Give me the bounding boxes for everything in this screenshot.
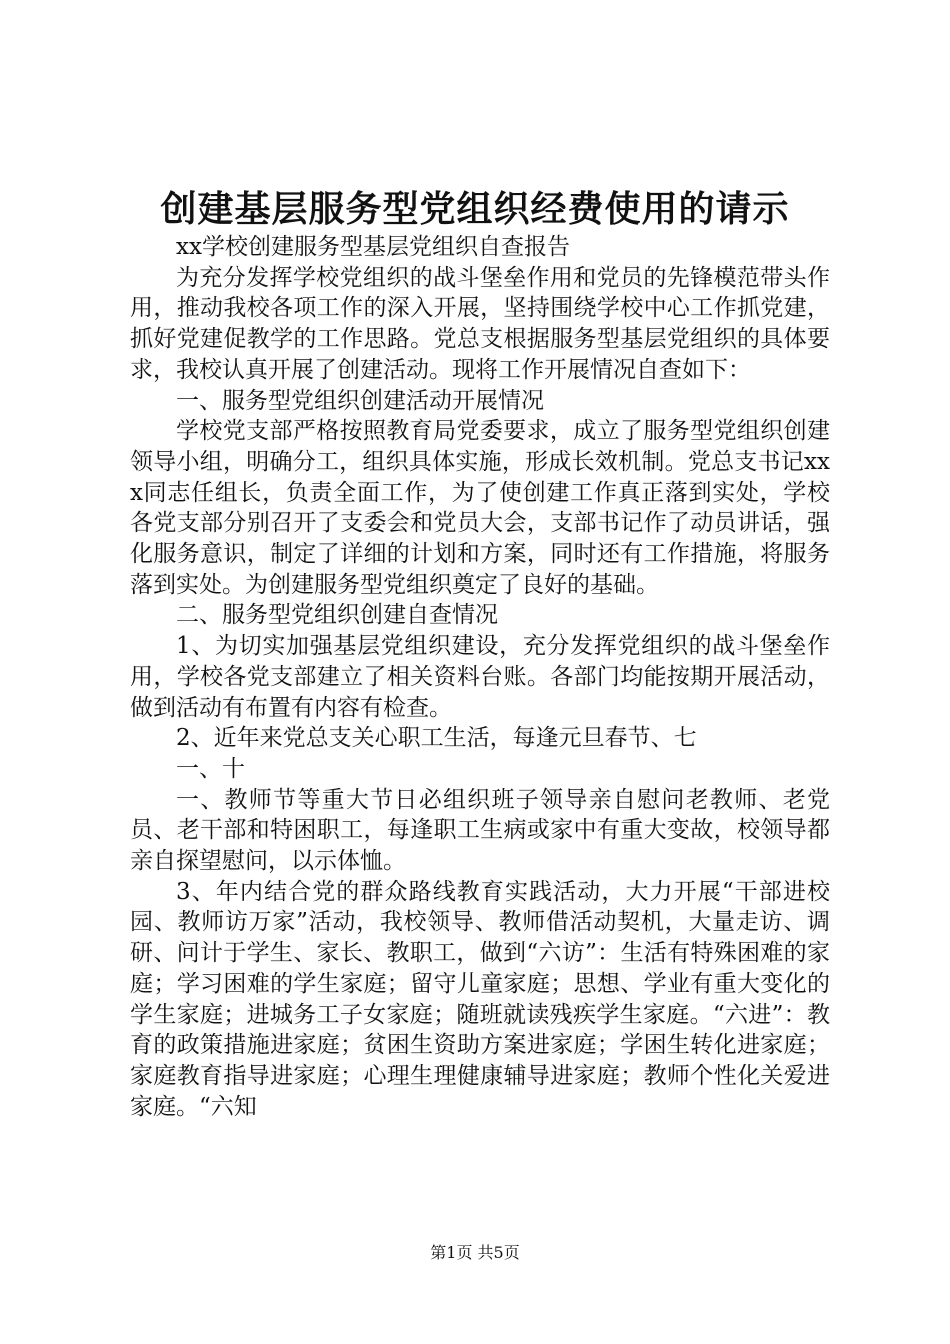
page-number-footer: 第1页 共5页 xyxy=(430,1243,520,1262)
paragraph-item-3: 3、年内结合党的群众路线教育实践活动，大力开展“干部进校园、教师访万家”活动，我校领导、教师借活动契机，大量走访、调研、问计于学生、家长、教职工，做到“六访”：生活有特殊困难的家庭；学习困难的学生家庭；留守儿童家庭；思想、学业有重大变化的学生家庭；进城务工子女家庭；随班就读残疾学生家庭。“六进”：教育的政策措施进家庭；贫困生资助方案进家庭；学困生转化进家庭；家庭教育指导进家庭；心理生理健康辅导进家庭；教师个性化关爱进家庭。“六知 xyxy=(130,878,830,1120)
paragraph-intro: 为充分发挥学校党组织的战斗堡垒作用和党员的先锋模范带头作用，推动我校各项工作的深入开展，坚持围绕学校中心工作抓党建，抓好党建促教学的工作思路。党总支根据服务型基层党组织的具体要求，我校认真开展了创建活动。现将工作开展情况自查如下： xyxy=(130,264,830,383)
paragraph-subtitle: xx学校创建服务型基层党组织自查报告 xyxy=(176,234,570,260)
paragraph-section-1: 学校党支部严格按照教育局党委要求，成立了服务型党组织创建领导小组，明确分工，组织具体实施，形成长效机制。党总支书记xxx同志任组长，负责全面工作，为了使创建工作真正落到实处，学校各党支部分别召开了支委会和党员大会，支部书记作了动员讲话，强化服务意识，制定了详细的计划和方案，同时还有工作措施，将服务落到实处。为创建服务型党组织奠定了良好的基础。 xyxy=(130,418,830,598)
paragraph-item-1: 1、为切实加强基层党组织建设，充分发挥党组织的战斗堡垒作用，学校各党支部建立了相关资料台账。各部门均能按期开展活动，做到活动有布置有内容有检查。 xyxy=(130,633,830,721)
paragraph-item-2: 2、近年来党总支关心职工生活，每逢元旦春节、七 xyxy=(176,725,697,752)
document-title: 创建基层服务型党组织经费使用的请示 xyxy=(160,189,790,230)
document-body xyxy=(130,232,830,1122)
section-heading-2: 二、服务型党组织创建自查情况 xyxy=(176,602,498,629)
paragraph-item-2-continued: 一、十 xyxy=(176,755,245,782)
paragraph-item-2-detail: 一、教师节等重大节日必组织班子领导亲自慰问老教师、老党员、老干部和特困职工，每逢职工生病或家中有重大变故，校领导都亲自探望慰问，以示体恤。 xyxy=(130,786,830,875)
section-heading-1: 一、服务型党组织创建活动开展情况 xyxy=(176,387,544,414)
